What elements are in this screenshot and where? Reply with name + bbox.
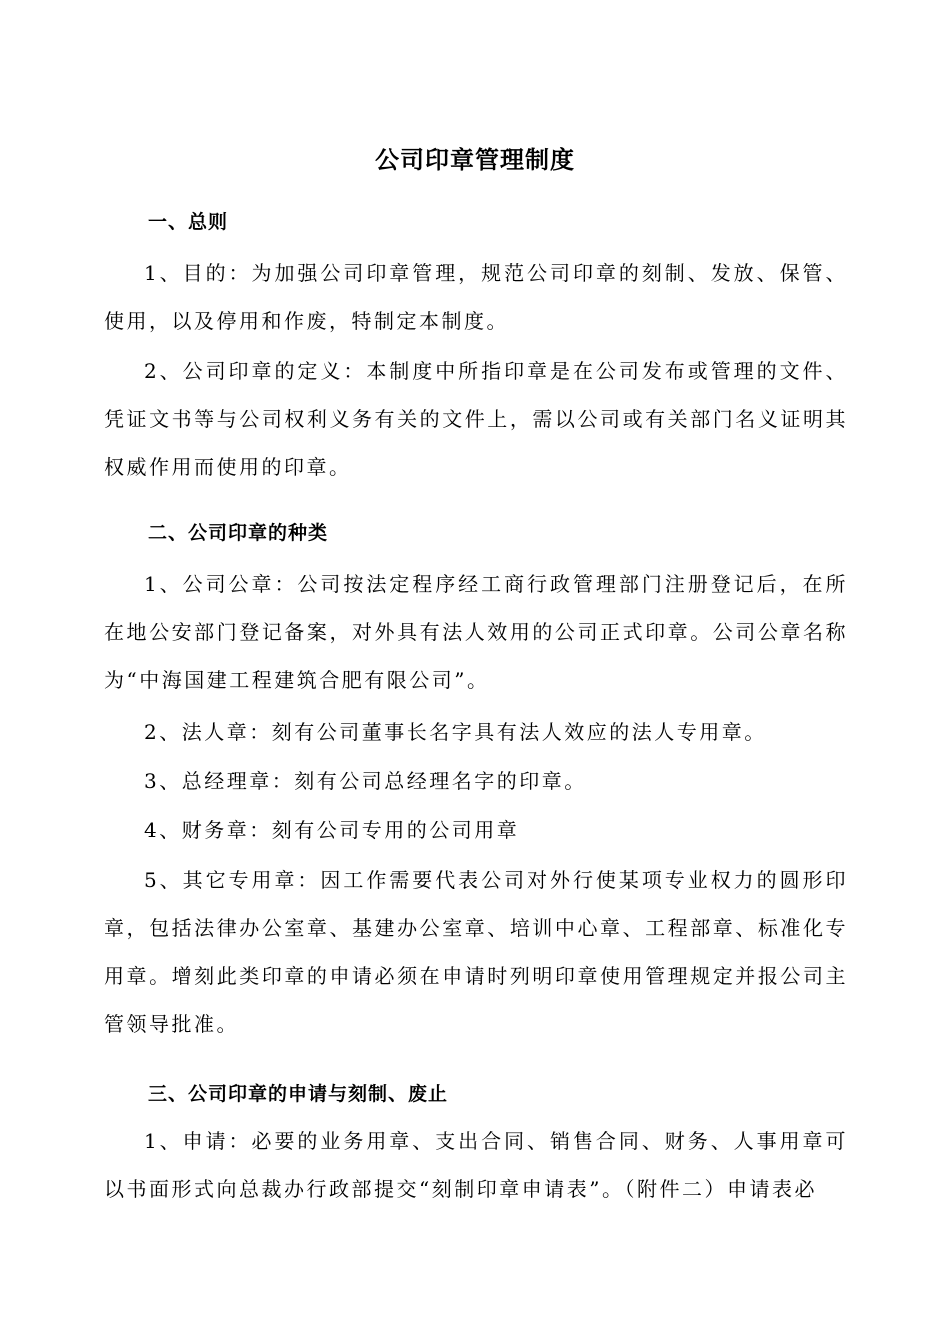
section-heading-seal-types: 二、公司印章的种类 (148, 522, 329, 544)
section-heading-application: 三、公司印章的申请与刻制、废止 (148, 1083, 449, 1105)
paragraph-application: 1、申请：必要的业务用章、支出合同、销售合同、财务、人事用章可以书面形式向总裁办行政部提交“刻制印章申请表”。（附件二）申请表必 (104, 1129, 848, 1201)
paragraph-legal-person-seal: 2、法人章：刻有公司董事长名字具有法人效应的法人专用章。 (144, 720, 767, 744)
document-title: 公司印章管理制度 (375, 146, 575, 174)
paragraph-other-special-seals: 5、其它专用章：因工作需要代表公司对外行使某项专业权力的圆形印章，包括法律办公室章、基建办公室章、培训中心章、工程部章、标准化专用章。增刻此类印章的申请必须在申请时列明印章使用管理规定并报公司主管领导批准。 (104, 868, 848, 1036)
paragraph-purpose: 1、目的：为加强公司印章管理，规范公司印章的刻制、发放、保管、使用，以及停用和作废，特制定本制度。 (104, 261, 848, 333)
section-heading-general: 一、总则 (148, 211, 229, 233)
paragraph-company-seal: 1、公司公章：公司按法定程序经工商行政管理部门注册登记后，在所在地公安部门登记备案，对外具有法人效用的公司正式印章。公司公章名称为“中海国建工程建筑合肥有限公司”。 (104, 572, 848, 692)
paragraph-finance-seal: 4、财务章：刻有公司专用的公司用章 (144, 818, 520, 842)
paragraph-general-manager-seal: 3、总经理章：刻有公司总经理名字的印章。 (144, 769, 587, 793)
paragraph-seal-definition: 2、公司印章的定义：本制度中所指印章是在公司发布或管理的文件、凭证文书等与公司权利义务有关的文件上，需以公司或有关部门名义证明其权威作用而使用的印章。 (104, 359, 848, 479)
